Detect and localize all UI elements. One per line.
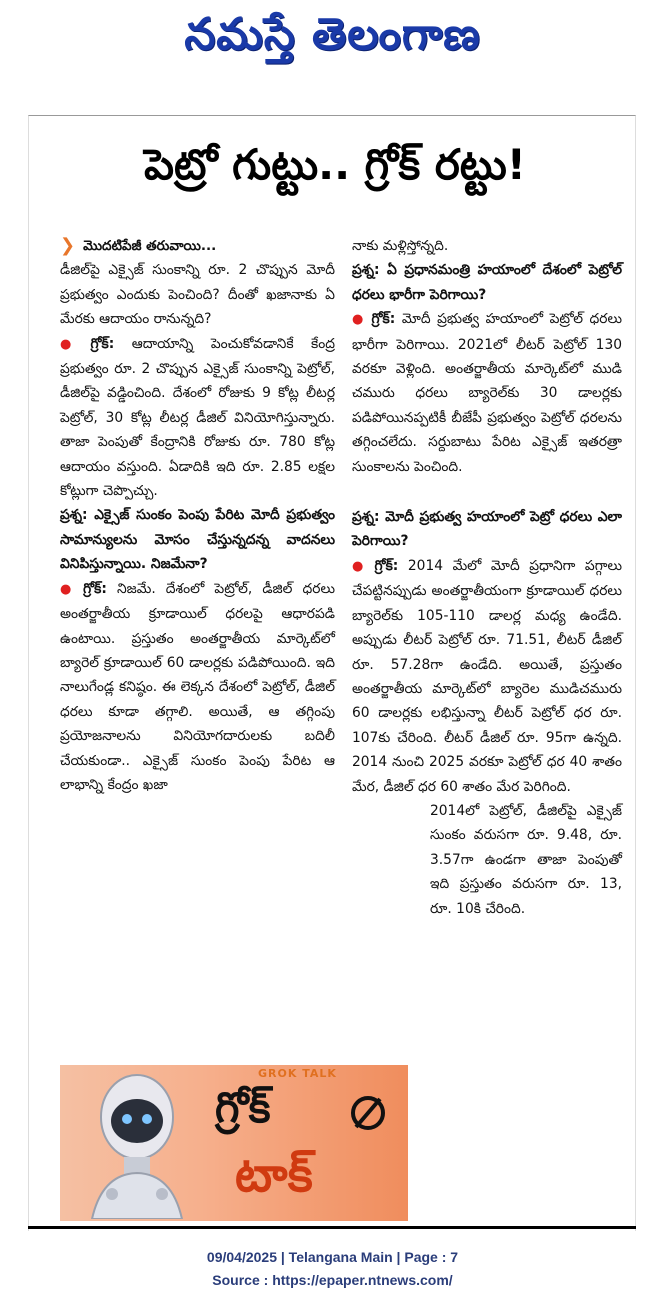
divider bbox=[28, 1226, 636, 1229]
answer-3-text: మోదీ ప్రభుత్వ హయాంలో పెట్రోల్ ధరలు భారీగా పెరిగాయి. 2021లో లీటర్ పెట్రోల్ 130 వరకూ వెళ్లింది. అంతర్జాతీయ మార్కెట్‌లో ముడి చమురు ధరలు బ్యారెల్‌కు 30 డాలర్లకు పడిపోయినప్పటికీ బీజేపీ ప్రభుత్వం పెట్రోల్ ధరలను తగ్గించలేదు. సర్దుబాటు పేరిట ఎక్సైజ్ ఇతరత్రా సుంకాలను పెంచింది. bbox=[352, 311, 623, 475]
answer-4-text: 2014 మేలో మోదీ ప్రధానిగా పగ్గాలు చేపట్టినప్పుడు అంతర్జాతీయంగా క్రూడాయిల్ ధరలు బ్యారెల్‌కు 105-110 డాలర్ల మధ్య ఉండేది. అప్పుడు లీటర్ పెట్రోల్ రూ. 71.51, లీటర్ డీజిల్ రూ. 57.28గా ఉండేది. అయితే, ప్రస్తుతం అంతర్జాతీయ మార్కెట్‌లో బ్యారెల ముడిచమురు 60 డాలర్లకు లభిస్తున్నా లీటర్ పెట్రోల్ ధర రూ. 107కు చేరింది. లీటర్ డీజిల్ రూ. 95గా ఉన్నది. 2014 నుంచి 2025 వరకూ పెట్రోల్ ధర 40 శాతం మేర, డీజిల్ ధర 60 శాతం మేర పెరిగింది. bbox=[352, 557, 623, 795]
robot-icon bbox=[82, 1069, 192, 1219]
grok-label: గ్రోక్: bbox=[90, 335, 115, 352]
footer-source: Source : https://epaper.ntnews.com/ bbox=[212, 1272, 453, 1288]
answer-5: 2014లో పెట్రోల్, డీజిల్‌పై ఎక్సైజ్ సుంకం వరుసగా రూ. 9.48, రూ. 3.57గా ఉండగా తాజా పెంపుతో ఇది ప్రస్తుతం వరుసగా రూ. 13, రూ. 10కి చేరింది. bbox=[430, 802, 622, 917]
question-2: ప్రశ్న: ఎక్సైజ్ సుంకం పెంపు పేరిట మోదీ ప్రభుత్వం సామాన్యులను మోసం చేస్తున్నదన్న వాదనలు వినిపిస్తున్నాయి. నిజమేనా? bbox=[60, 507, 335, 573]
grok-talk-promo bbox=[60, 1065, 408, 1221]
continued-text: నాకు మళ్లిస్తోన్నది. bbox=[352, 238, 449, 254]
article-headline: పెట్రో గుట్టు.. గ్రోక్ రట్టు! bbox=[144, 140, 526, 189]
spacer bbox=[352, 479, 622, 505]
answer-1 bbox=[60, 332, 335, 504]
article-column-right bbox=[352, 234, 622, 921]
bullet-icon: ● bbox=[352, 312, 366, 328]
promo-title-line2: టాక్ bbox=[235, 1147, 313, 1203]
answer-4 bbox=[352, 554, 622, 799]
bullet-icon: ● bbox=[60, 581, 78, 597]
grok-label: గ్రోక్: bbox=[371, 311, 396, 328]
masthead-title: నమస్తే తెలంగాణ bbox=[184, 9, 481, 60]
continuation-kicker bbox=[60, 234, 335, 258]
masthead bbox=[0, 0, 665, 80]
grok-label: గ్రోక్: bbox=[83, 580, 107, 597]
bullet-icon: ● bbox=[352, 558, 369, 574]
question-1: డీజిల్‌పై ఎక్సైజ్ సుంకాన్ని రూ. 2 చొప్పున మోదీ ప్రభుత్వం ఎందుకు పెంచింది? దీంతో ఖజానాకు ఏ మేరకు ఆదాయం రానున్నది? bbox=[60, 262, 335, 328]
answer-3 bbox=[352, 307, 622, 479]
bullet-icon: ● bbox=[60, 336, 85, 352]
article-column-left bbox=[60, 234, 335, 797]
question-4: ప్రశ్న: మోదీ ప్రభుత్వ హయాంలో పెట్రో ధరలు ఎలా పెరిగాయి? bbox=[352, 509, 622, 550]
question-3: ప్రశ్న: ఏ ప్రధానమంత్రి హయాంలో దేశంలో పెట్రోల్ ధరలు భారీగా పెరిగాయి? bbox=[352, 262, 622, 303]
slash-circle-icon bbox=[348, 1093, 388, 1133]
answer-2 bbox=[60, 577, 335, 798]
grok-label: గ్రోక్: bbox=[374, 557, 399, 574]
promo-title-line1: గ్రోక్ bbox=[215, 1083, 271, 1132]
chevron-right-icon: ❯ bbox=[60, 235, 76, 256]
kicker-text: మొదటిపేజీ తరువాయి... bbox=[83, 238, 217, 254]
promo-tag: GROK TALK bbox=[258, 1067, 337, 1080]
answer-2-text: నిజమే. దేశంలో పెట్రోల్, డీజిల్ ధరలు అంతర్జాతీయ క్రూడాయిల్ ధరలపై ఆధారపడి ఉంటాయి. ప్రస్తుతం అంతర్జాతీయ మార్కెట్‌లో బ్యారెల్ క్రూడాయిల్ 60 డాలర్లకు పడిపోయింది. ఇది నాలుగేండ్ల కనిష్ఠం. ఈ లెక్కన దేశంలో పెట్రోల్, డీజిల్ ధరలు కూడా తగ్గాలి. అయితే, ఆ తగ్గింపు ప్రయోజనాలను వినియోగదారులకు బదిలీ చేయకుండా.. ఎక్సైజ్ సుంకం పెంపు పేరిట ఆ లాభాన్ని కేంద్రం ఖజా bbox=[60, 580, 336, 793]
footer-edition-info: 09/04/2025 | Telangana Main | Page : 7 bbox=[206, 1249, 459, 1265]
answer-1-text: ఆదాయాన్ని పెంచుకోవడానికే కేంద్ర ప్రభుత్వం రూ. 2 చొప్పున ఎక్సైజ్ సుంకాన్ని పెట్రోల్, డీజిల్‌పై వడ్డించింది. దేశంలో రోజుకు 9 కోట్ల లీటర్ల పెట్రోల్, 30 కోట్ల లీటర్ల డీజిల్ వినియోగిస్తున్నారు. తాజా పెంపుతో కేంద్రానికి రోజుకు రూ. 780 కోట్ల ఆదాయం వస్తుంది. ఏడాదికి ఇది రూ. 2.85 లక్షల కోట్లుగా చెప్పొచ్చు. bbox=[60, 335, 335, 500]
